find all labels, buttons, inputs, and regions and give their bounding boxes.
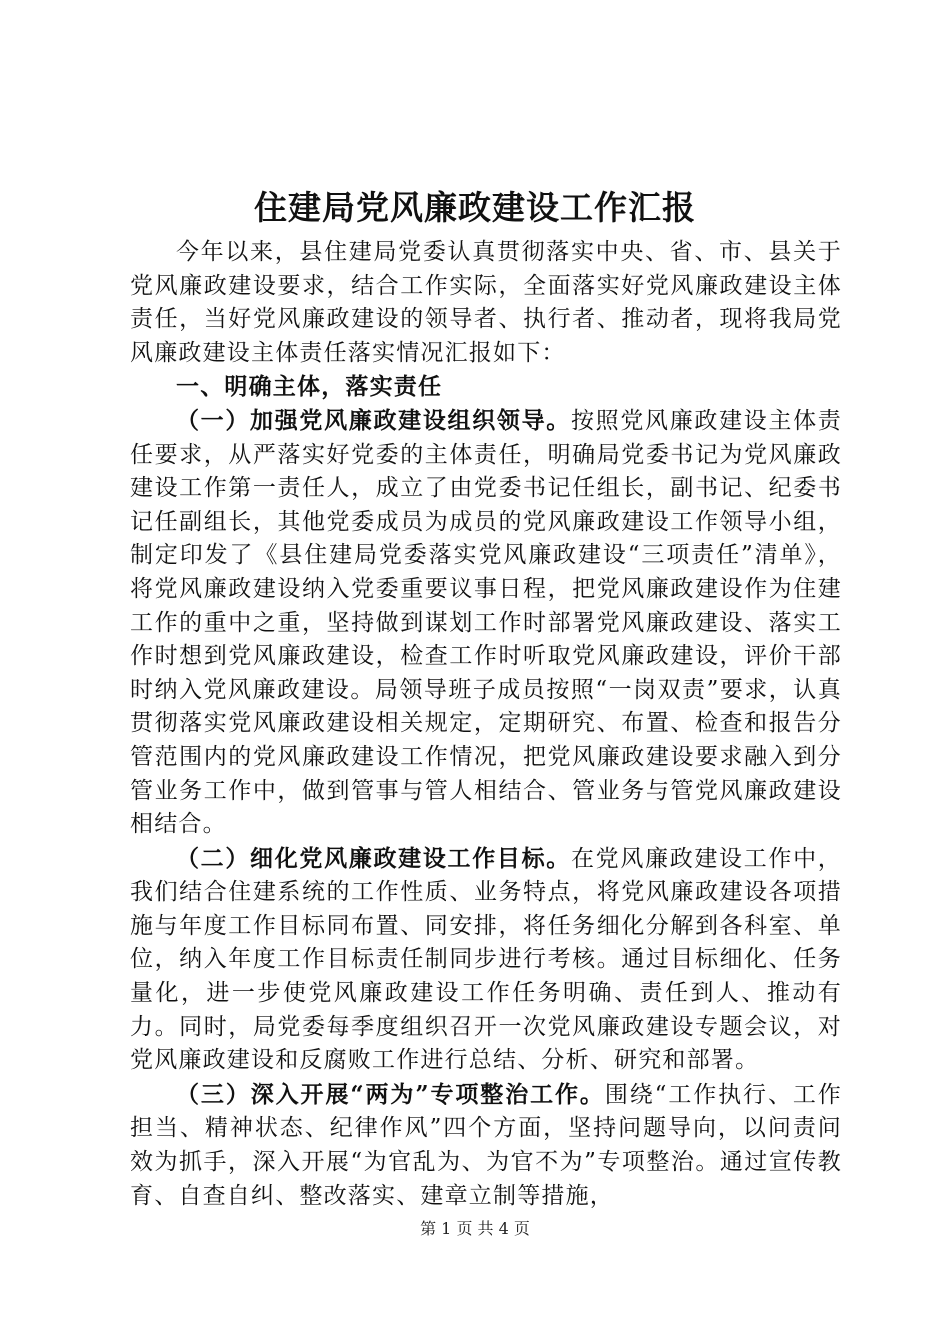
section-heading: 一、明确主体，落实责任: [176, 373, 443, 401]
item-1-lead: （一）加强党风廉政建设组织领导。: [176, 406, 571, 434]
item-3-text: 围绕“工作执行、工作担当、精神状态、纪律作风”四个方面，坚持问题导向，以问责问效为抓手，深入开展“为官乱为、为官不为”专项整治。通过宣传教育、自查自纠、整改落实、建章立制等措施，: [130, 1081, 842, 1209]
document-title: 住建局党风廉政建设工作汇报: [254, 188, 696, 227]
intro-paragraph: 今年以来，县住建局党委认真贯彻落实中央、省、市、县关于党风廉政建设要求，结合工作实际，全面落实好党风廉政建设主体责任，当好党风廉政建设的领导者、执行者、推动者，现将我局党风廉政建设主体责任落实情况汇报如下：: [130, 239, 842, 366]
paragraph-item-2: [130, 842, 842, 1078]
page-footer: 第 1 页 共 4 页: [420, 1219, 530, 1238]
item-2-text: 在党风廉政建设工作中，我们结合住建系统的工作性质、业务特点，将党风廉政建设各项措施与年度工作目标同布置、同安排，将任务细化分解到各科室、单位，纳入年度工作目标责任制同步进行考核。通过目标细化、任务量化，进一步使党风廉政建设工作任务明确、责任到人、推动有力。同时，局党委每季度组织召开一次党风廉政建设专题会议，对党风廉政建设和反腐败工作进行总结、分析、研究和部署。: [130, 845, 842, 1074]
item-2-lead: （二）细化党风廉政建设工作目标。: [176, 844, 571, 872]
item-1-text: 按照党风廉政建设主体责任要求，从严落实好党委的主体责任，明确局党委书记为党风廉政建设工作第一责任人，成立了由党委书记任组长，副书记、纪委书记任副组长，其他党委成员为成员的党风廉政建设工作领导小组，制定印发了《县住建局党委落实党风廉政建设“三项责任”清单》，将党风廉政建设纳入党委重要议事日程，把党风廉政建设作为住建工作的重中之重，坚持做到谋划工作时部署党风廉政建设、落实工作时想到党风廉政建设，检查工作时听取党风廉政建设，评价干部时纳入党风廉政建设。局领导班子成员按照“一岗双责”要求，认真贯彻落实党风廉政建设相关规定，定期研究、布置、检查和报告分管范围内的党风廉政建设工作情况，把党风廉政建设要求融入到分管业务工作中，做到管事与管人相结合、管业务与管党风廉政建设相结合。: [130, 407, 842, 838]
item-3-lead: （三）深入开展“两为”专项整治工作。: [176, 1080, 605, 1108]
document-body: [130, 236, 842, 1213]
paragraph-item-3: [130, 1078, 842, 1213]
paragraph-item-1: [130, 404, 842, 842]
